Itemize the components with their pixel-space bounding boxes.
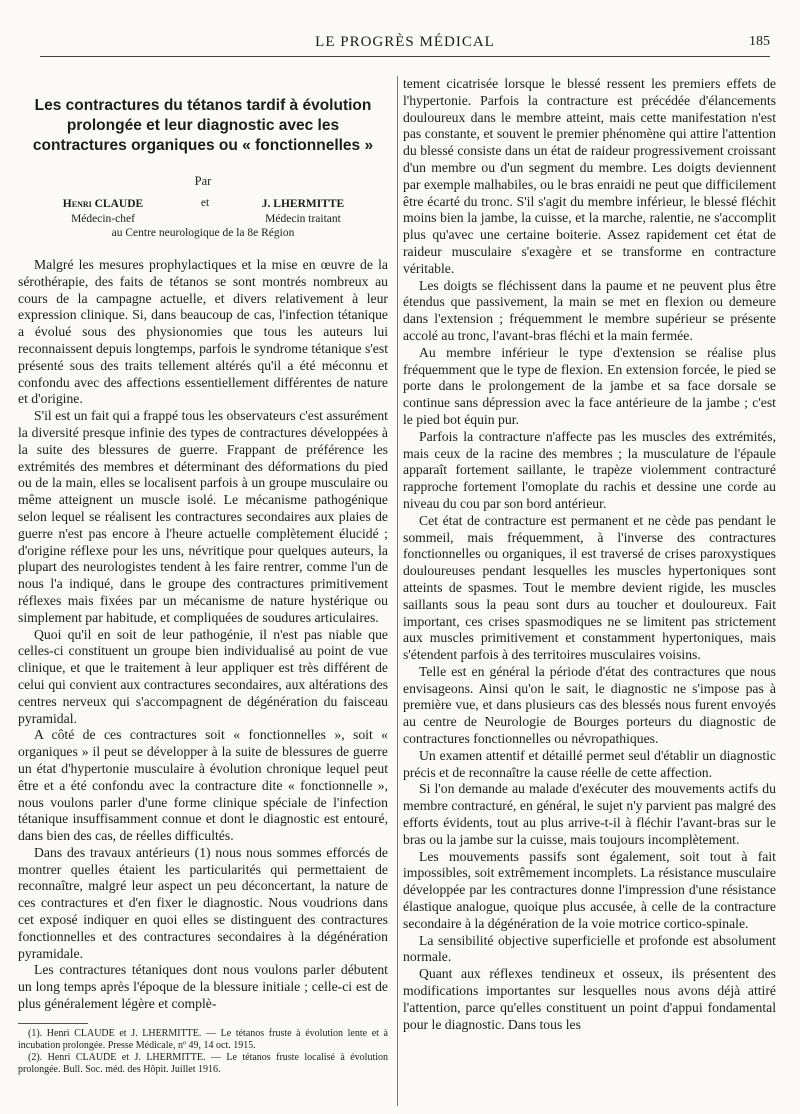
footnote: (1). Henri CLAUDE et J. LHERMITTE. — Le tétanos fruste à évolution lente et à incubation prolongée. Presse Médicale, nº 49, 14 oct. 1915. <box>18 1027 388 1051</box>
paragraph: Les mouvements passifs sont également, soit tout à fait impossibles, soit extrêmement incomplets. La résistance musculaire développée par les contractures donne l'impression d'une résistance élastique analogue, quoique plus accusée, à celle de la contracture secondaire à la dégénération de la voie motrice cortico-spinale. <box>403 848 776 931</box>
header-rule <box>40 56 770 57</box>
author-role: Médecin traitant <box>265 213 341 225</box>
right-column <box>403 76 776 1033</box>
by-line: Par <box>194 174 212 188</box>
left-body <box>18 257 388 1013</box>
paragraph: Un examen attentif et détaillé permet seul d'établir un diagnostic précis et de reconnaître la cause réelle de cette affection. <box>403 747 776 780</box>
footnote: (2). Henri CLAUDE et J. LHERMITTE. — Le tétanos fruste localisé à évolution prolongée. Bull. Soc. méd. des Hôpit. Juillet 1916. <box>18 1051 388 1075</box>
paragraph: A côté de ces contractures soit « fonctionnelles », soit « organiques » il peut se développer à la suite de blessures de guerre un état d'hypertonie musculaire à évolution chronique lequel peut être et a été confondu avec la contracture dite « fonctionnelle », nous voulons parler d'une forme clinique spéciale de l'infection tétanique insuffisamment connue et dont le diagnostic est entouré, dans bien des cas, de réelles difficultés. <box>18 727 388 844</box>
paragraph: Les contractures tétaniques dont nous voulons parler débutent un long temps après l'époque de la blessure initiale ; celle-ci est de plus généralement légère et complè- <box>18 962 388 1012</box>
article-title <box>22 96 384 156</box>
author-name: Henri CLAUDE <box>62 198 144 210</box>
paragraph: Quoi qu'il en soit de leur pathogénie, il n'est pas niable que celles-ci constituent un groupe bien individualisé au point de vue clinique, et que le traitement à leur appliquer est très différent de celui qui convient aux contractures secondaires, aux altérations des centres nerveux qui s'accompagnent de dégénération du faisceau pyramidal. <box>18 626 388 726</box>
authors-conjunction: et <box>200 197 210 209</box>
running-head <box>40 34 770 56</box>
author-name: J. LHERMITTE <box>261 198 345 210</box>
author-role: Médecin-chef <box>71 213 135 225</box>
page-number: 185 <box>749 34 770 49</box>
footnotes <box>18 1028 388 1076</box>
footnote-rule <box>18 1023 88 1024</box>
paragraph: Malgré les mesures prophylactiques et la mise en œuvre de la sérothérapie, des faits de tétanos se sont montrés nombreux au cours de la campagne actuelle, et divers relativement à leur expression clinique. Si, dans beaucoup de cas, l'infection tétanique a évolué sous des physionomies que tous les auteurs lui reconnaissent depuis longtemps, parfois le syndrome tétanique s'est présenté sous des traits tellement altérés qu'il a été méconnu et confondu avec des affections essentiellement différentes de nature et d'origine. <box>18 257 388 407</box>
author-claude <box>18 197 188 227</box>
column-divider <box>397 76 398 1106</box>
title-line: contractures organiques ou « fonctionnelles » <box>32 137 374 154</box>
paragraph: Au membre inférieur le type d'extension se réalise plus fréquemment que le type de flexion. En extension forcée, le pied se porte dans le prolongement de la jambe et sa face dorsale se continue sans dépression avec la face antérieure de la jambe ; c'est le pied bot équin pur. <box>403 344 776 427</box>
paragraph: S'il est un fait qui a frappé tous les observateurs c'est assurément la diversité presque infinie des types de contractures développées à la suite des blessures de guerre. Frappant de préférence les extrémités des membres et déterminant des déformations du pied ou de la main, elles se localisent parfois à un groupe musculaire ou même atteignent un muscle isolé. Le mécanisme pathogénique selon lequel se réalisent les contractures secondaires aux plaies de guerre n'est pas encore à l'heure actuelle complètement élucidé ; d'origine réflexe pour les uns, névritique pour quelques auteurs, la plupart des neurologistes tendent à les faire rentrer, comme l'un de nous l'a indiqué, dans le groupe des contractures primitivement réflexes mais fixées par un mécanisme de nature hystérique ou simplement par habitude, et compliquées de soudures articulaires. <box>18 408 388 625</box>
title-line: prolongée et leur diagnostic avec les <box>66 117 340 134</box>
right-body <box>403 76 776 1033</box>
paragraph: Les doigts se fléchissent dans la paume et ne peuvent plus être étendus que passivement, la main se met en flexion ou demeure dans l'extension ; fréquemment le membre supérieur se présente accolé au tronc, l'avant-bras fléchi et la main fermée. <box>403 277 776 343</box>
paragraph: Cet état de contracture est permanent et ne cède pas pendant le sommeil, mais fréquemment, à l'inverse des contractures fonctionnelles ou organiques, il est traversé de crises paroxystiques douloureuses pendant lesquelles les muscles hypertoniques sont atteints de spasmes. Tout le membre devient rigide, les muscles saillants sous la peau sont durs au toucher et douloureux. Fait important, ces crises spasmodiques ne se limitent pas strictement aux muscles primitivement et constamment hypertoniques, mais s'étendent parfois à des territoires musculaires voisins. <box>403 512 776 663</box>
paragraph: Parfois la contracture n'affecte pas les muscles des extrémités, mais ceux de la racine des membres ; la musculature de l'épaule apparaît fortement saillante, le trapèze violemment contracturé rapproche fortement l'omoplate du rachis et dessine une corde au niveau du cou par son bord antérieur. <box>403 428 776 511</box>
affiliation: au Centre neurologique de la 8e Région <box>111 227 295 239</box>
left-column <box>18 76 388 1076</box>
paragraph: Quant aux réflexes tendineux et osseux, ils présentent des modifications importantes sur lesquelles nous avons déjà attiré l'attention, parce qu'elles constituent un point d'appui fondamental pour le diagnostic. Dans tous les <box>403 966 776 1032</box>
paragraph: tement cicatrisée lorsque le blessé ressent les premiers effets de l'hypertonie. Parfois la contracture est précédée d'élancements douloureux dans le membre atteint, mais cette manifestation n'est pas constante, et souvent le premier phénomène qui attire l'attention du blessé consiste dans un état de raideur progressivement croissant d'un membre ou d'un segment du membre. Les doigts deviennent par exemple malhabiles, ou le bras enraidi ne peut que difficilement être écarté du tronc. S'il s'agit du membre inférieur, le blessé fléchit moins bien la jambe, la cuisse, et la marche, ralentie, ne s'accomplit plus qu'avec une certaine boiterie. Assez rapidement cet état de raideur musculaire s'exagère et se transforme en contracture véritable. <box>403 76 776 276</box>
paragraph: Dans des travaux antérieurs (1) nous nous sommes efforcés de montrer quelles étaient les particularités qui permettaient de reconnaître, malgré leur aspect un peu déconcertant, la nature de ces contractures et d'en fixer le diagnostic. Nous voudrions dans cet exposé indiquer en quoi elles se distinguent des contractures fonctionnelles et des contractures secondaires à la dégénération pyramidale. <box>18 844 388 961</box>
paragraph: Si l'on demande au malade d'exécuter des mouvements actifs du membre contracturé, en général, le sujet n'y parvient pas malgré des efforts évidents, tout au plus arrive-t-il à fléchir l'avant-bras sur le bras ou la jambe sur la cuisse, mais toujours incomplètement. <box>403 781 776 847</box>
paragraph: Telle est en général la période d'état des contractures que nous envisageons. Ainsi qu'on le sait, le diagnostic ne s'impose pas à première vue, et dans plusieurs cas des blessés nous furent envoyés au centre de Neurologie de Bourges porteurs du diagnostic de contractures fonctionnelles ou névropathiques. <box>403 663 776 747</box>
author-lhermitte <box>218 197 388 227</box>
authors-block <box>18 197 388 249</box>
running-title: LE PROGRÈS MÉDICAL <box>315 34 495 50</box>
title-line: Les contractures du tétanos tardif à évolution <box>34 97 372 114</box>
paragraph: La sensibilité objective superficielle et profonde est absolument normale. <box>403 932 776 965</box>
